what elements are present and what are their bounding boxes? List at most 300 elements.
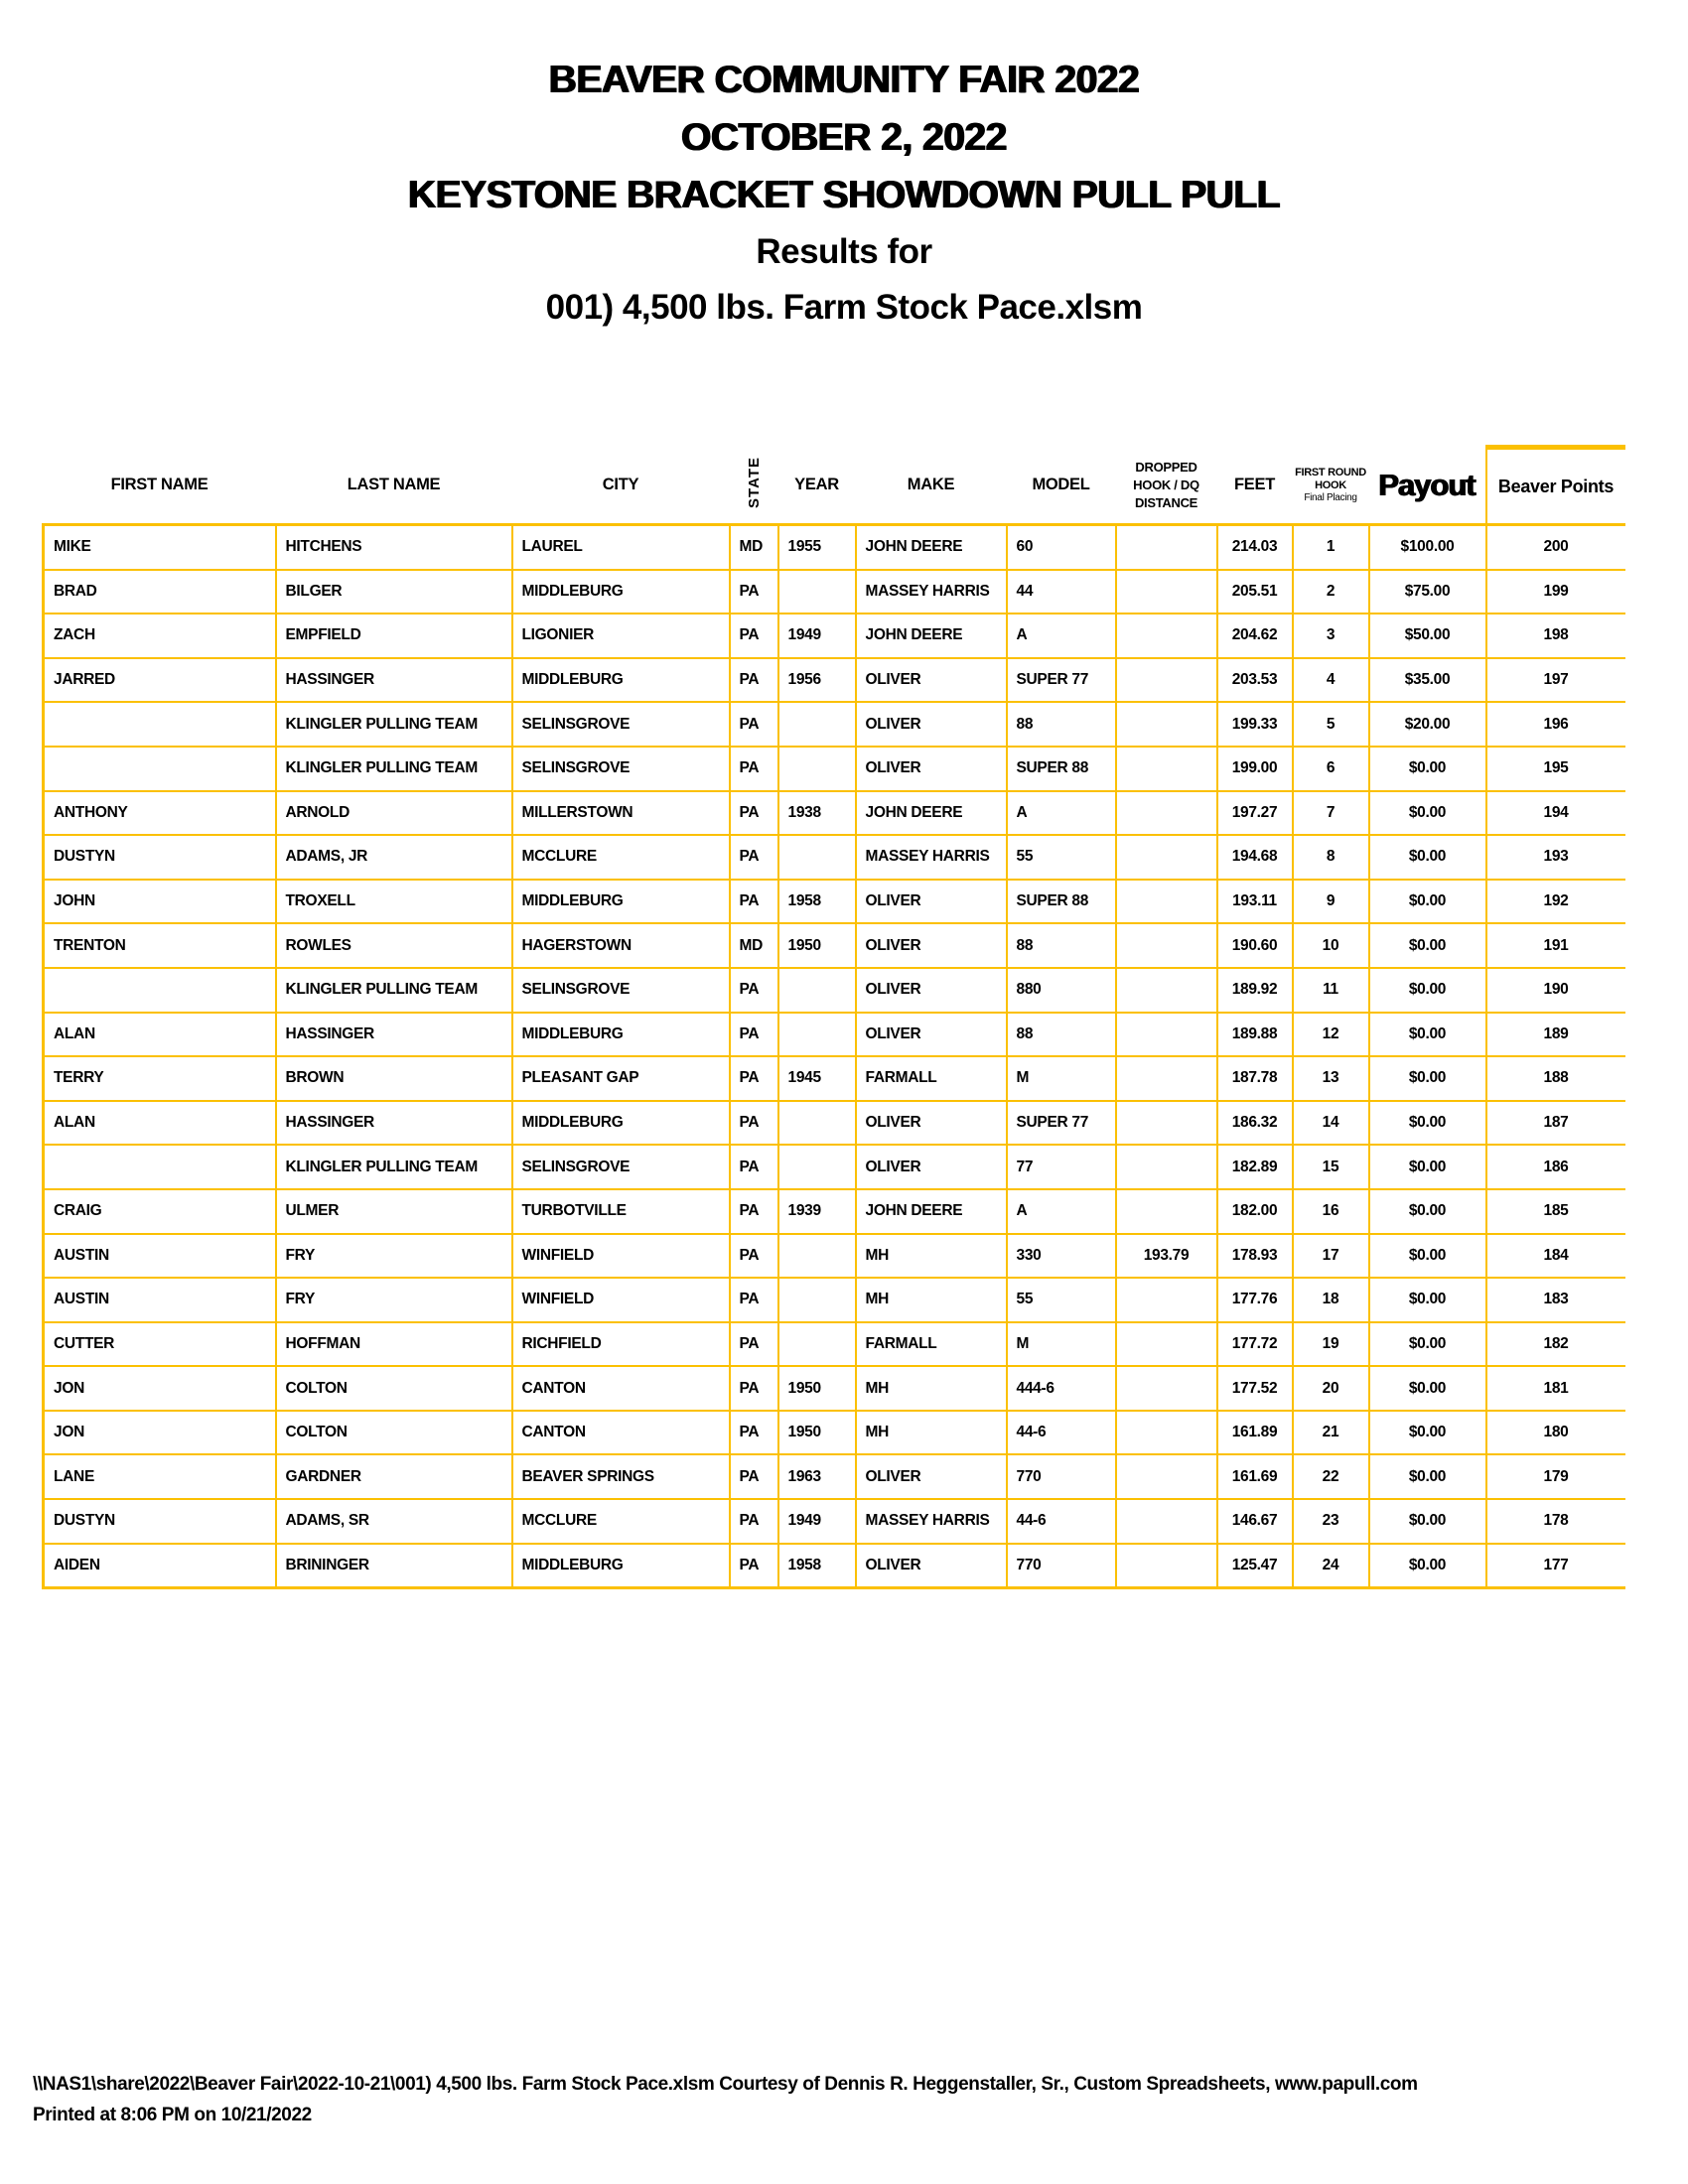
cell-feet: 189.92 (1217, 968, 1293, 1013)
table-row (44, 1499, 1625, 1544)
cell-points: 199 (1486, 570, 1625, 614)
col-header-payout: Payout (1378, 467, 1476, 502)
cell-model: M (1007, 1322, 1116, 1367)
cell-dropped (1116, 1278, 1217, 1322)
cell-model: SUPER 77 (1007, 658, 1116, 703)
table-row (44, 1145, 1625, 1189)
cell-city: RICHFIELD (512, 1322, 730, 1367)
table-row (44, 1013, 1625, 1057)
cell-first: CUTTER (44, 1322, 276, 1367)
cell-dropped (1116, 1145, 1217, 1189)
cell-place: 9 (1293, 880, 1369, 924)
cell-city: SELINSGROVE (512, 1145, 730, 1189)
table-row (44, 570, 1625, 614)
cell-year: 1963 (778, 1454, 856, 1499)
results-tbody (44, 525, 1625, 1588)
cell-dropped (1116, 658, 1217, 703)
cell-payout: $0.00 (1369, 1278, 1486, 1322)
cell-city: LIGONIER (512, 614, 730, 658)
cell-last: ADAMS, JR (276, 835, 512, 880)
footer-printed-at: Printed at 8:06 PM on 10/21/2022 (33, 2105, 312, 2125)
cell-first (44, 747, 276, 791)
cell-model: 88 (1007, 923, 1116, 968)
col-header-city: CITY (602, 476, 639, 494)
cell-state: PA (730, 791, 778, 836)
cell-city: MILLERSTOWN (512, 791, 730, 836)
table-row (44, 658, 1625, 703)
cell-dropped: 193.79 (1116, 1234, 1217, 1279)
cell-model: 770 (1007, 1544, 1116, 1588)
cell-payout: $0.00 (1369, 747, 1486, 791)
cell-payout: $0.00 (1369, 1013, 1486, 1057)
cell-make: JOHN DEERE (856, 525, 1007, 570)
cell-place: 20 (1293, 1366, 1369, 1411)
cell-feet: 190.60 (1217, 923, 1293, 968)
cell-place: 6 (1293, 747, 1369, 791)
cell-year (778, 1278, 856, 1322)
cell-points: 183 (1486, 1278, 1625, 1322)
cell-first: JARRED (44, 658, 276, 703)
cell-make: MH (856, 1411, 1007, 1455)
cell-last: KLINGLER PULLING TEAM (276, 968, 512, 1013)
cell-last: BRININGER (276, 1544, 512, 1588)
cell-last: GARDNER (276, 1454, 512, 1499)
cell-feet: 204.62 (1217, 614, 1293, 658)
cell-dropped (1116, 1056, 1217, 1101)
cell-city: PLEASANT GAP (512, 1056, 730, 1101)
event-title: BEAVER COMMUNITY FAIR 2022 (548, 59, 1140, 101)
cell-dropped (1116, 570, 1217, 614)
cell-payout: $75.00 (1369, 570, 1486, 614)
cell-dropped (1116, 1101, 1217, 1146)
cell-last: EMPFIELD (276, 614, 512, 658)
cell-model: 60 (1007, 525, 1116, 570)
cell-last: COLTON (276, 1411, 512, 1455)
round-line-3: Final Placing (1304, 491, 1357, 503)
state-vertical-label: STATE (745, 457, 763, 509)
table-row (44, 702, 1625, 747)
cell-state: PA (730, 1145, 778, 1189)
cell-place: 13 (1293, 1056, 1369, 1101)
cell-last: FRY (276, 1234, 512, 1279)
cell-place: 23 (1293, 1499, 1369, 1544)
col-header-beaver-points: Beaver Points (1486, 448, 1625, 525)
cell-make: MH (856, 1366, 1007, 1411)
cell-state: PA (730, 1278, 778, 1322)
cell-feet: 182.00 (1217, 1189, 1293, 1234)
cell-points: 197 (1486, 658, 1625, 703)
cell-dropped (1116, 702, 1217, 747)
cell-first: AUSTIN (44, 1234, 276, 1279)
cell-points: 177 (1486, 1544, 1625, 1588)
cell-model: 55 (1007, 835, 1116, 880)
cell-place: 5 (1293, 702, 1369, 747)
dropped-line-1: DROPPED (1135, 459, 1197, 475)
table-row (44, 835, 1625, 880)
cell-feet: 187.78 (1217, 1056, 1293, 1101)
cell-city: MIDDLEBURG (512, 658, 730, 703)
cell-city: CANTON (512, 1411, 730, 1455)
cell-dropped (1116, 1322, 1217, 1367)
cell-feet: 205.51 (1217, 570, 1293, 614)
cell-first: AIDEN (44, 1544, 276, 1588)
cell-model: 55 (1007, 1278, 1116, 1322)
cell-points: 181 (1486, 1366, 1625, 1411)
cell-model: 444-6 (1007, 1366, 1116, 1411)
cell-place: 10 (1293, 923, 1369, 968)
cell-year (778, 1013, 856, 1057)
cell-feet: 161.69 (1217, 1454, 1293, 1499)
cell-dropped (1116, 525, 1217, 570)
cell-place: 7 (1293, 791, 1369, 836)
cell-points: 180 (1486, 1411, 1625, 1455)
cell-last: ULMER (276, 1189, 512, 1234)
cell-points: 187 (1486, 1101, 1625, 1146)
cell-last: HASSINGER (276, 1101, 512, 1146)
cell-payout: $0.00 (1369, 880, 1486, 924)
cell-make: JOHN DEERE (856, 1189, 1007, 1234)
cell-first: JOHN (44, 880, 276, 924)
cell-make: OLIVER (856, 702, 1007, 747)
table-row (44, 614, 1625, 658)
cell-model: 44-6 (1007, 1499, 1116, 1544)
cell-points: 198 (1486, 614, 1625, 658)
cell-feet: 189.88 (1217, 1013, 1293, 1057)
cell-last: KLINGLER PULLING TEAM (276, 702, 512, 747)
table-row (44, 1189, 1625, 1234)
cell-state: PA (730, 1499, 778, 1544)
table-row (44, 791, 1625, 836)
cell-year: 1939 (778, 1189, 856, 1234)
cell-first: ALAN (44, 1013, 276, 1057)
cell-model: 330 (1007, 1234, 1116, 1279)
cell-payout: $35.00 (1369, 658, 1486, 703)
cell-dropped (1116, 1454, 1217, 1499)
cell-points: 182 (1486, 1322, 1625, 1367)
cell-last: HASSINGER (276, 1013, 512, 1057)
cell-year (778, 702, 856, 747)
cell-state: PA (730, 747, 778, 791)
cell-city: HAGERSTOWN (512, 923, 730, 968)
cell-model: A (1007, 1189, 1116, 1234)
cell-model: 44-6 (1007, 1411, 1116, 1455)
cell-dropped (1116, 747, 1217, 791)
cell-state: PA (730, 702, 778, 747)
cell-points: 178 (1486, 1499, 1625, 1544)
cell-city: MIDDLEBURG (512, 1544, 730, 1588)
table-header-row (44, 448, 1625, 525)
cell-dropped (1116, 1189, 1217, 1234)
cell-place: 2 (1293, 570, 1369, 614)
cell-last: HITCHENS (276, 525, 512, 570)
cell-city: SELINSGROVE (512, 747, 730, 791)
cell-model: SUPER 88 (1007, 880, 1116, 924)
table-row (44, 968, 1625, 1013)
cell-place: 22 (1293, 1454, 1369, 1499)
cell-place: 16 (1293, 1189, 1369, 1234)
dropped-line-2: HOOK / DQ (1133, 477, 1199, 492)
cell-feet: 161.89 (1217, 1411, 1293, 1455)
col-header-feet: FEET (1234, 476, 1275, 494)
cell-points: 196 (1486, 702, 1625, 747)
cell-points: 192 (1486, 880, 1625, 924)
cell-points: 194 (1486, 791, 1625, 836)
cell-feet: 182.89 (1217, 1145, 1293, 1189)
cell-state: PA (730, 880, 778, 924)
cell-first (44, 702, 276, 747)
cell-make: MASSEY HARRIS (856, 1499, 1007, 1544)
cell-points: 188 (1486, 1056, 1625, 1101)
round-line-1: FIRST ROUND (1295, 466, 1366, 478)
cell-points: 179 (1486, 1454, 1625, 1499)
cell-year: 1955 (778, 525, 856, 570)
cell-payout: $0.00 (1369, 1101, 1486, 1146)
cell-feet: 125.47 (1217, 1544, 1293, 1588)
dropped-line-3: DISTANCE (1134, 494, 1198, 510)
cell-points: 191 (1486, 923, 1625, 968)
cell-make: OLIVER (856, 880, 1007, 924)
cell-city: MCCLURE (512, 1499, 730, 1544)
cell-first: BRAD (44, 570, 276, 614)
cell-payout: $0.00 (1369, 1544, 1486, 1588)
cell-place: 12 (1293, 1013, 1369, 1057)
cell-place: 24 (1293, 1544, 1369, 1588)
cell-payout: $0.00 (1369, 923, 1486, 968)
cell-make: MASSEY HARRIS (856, 570, 1007, 614)
cell-first (44, 968, 276, 1013)
cell-city: LAUREL (512, 525, 730, 570)
cell-state: PA (730, 968, 778, 1013)
cell-points: 189 (1486, 1013, 1625, 1057)
cell-model: A (1007, 614, 1116, 658)
cell-city: SELINSGROVE (512, 702, 730, 747)
cell-first: LANE (44, 1454, 276, 1499)
cell-last: TROXELL (276, 880, 512, 924)
table-row (44, 1411, 1625, 1455)
cell-place: 8 (1293, 835, 1369, 880)
cell-feet: 178.93 (1217, 1234, 1293, 1279)
cell-city: SELINSGROVE (512, 968, 730, 1013)
col-header-make: MAKE (907, 476, 955, 494)
cell-payout: $0.00 (1369, 1499, 1486, 1544)
cell-feet: 194.68 (1217, 835, 1293, 880)
cell-make: OLIVER (856, 968, 1007, 1013)
cell-last: HASSINGER (276, 658, 512, 703)
table-row (44, 1454, 1625, 1499)
cell-year: 1956 (778, 658, 856, 703)
cell-city: MIDDLEBURG (512, 880, 730, 924)
cell-payout: $0.00 (1369, 1454, 1486, 1499)
cell-feet: 193.11 (1217, 880, 1293, 924)
cell-place: 14 (1293, 1101, 1369, 1146)
cell-last: ARNOLD (276, 791, 512, 836)
cell-last: BROWN (276, 1056, 512, 1101)
cell-model: 770 (1007, 1454, 1116, 1499)
cell-first: ZACH (44, 614, 276, 658)
cell-last: FRY (276, 1278, 512, 1322)
cell-model: A (1007, 791, 1116, 836)
cell-first: MIKE (44, 525, 276, 570)
results-for-label: Results for (756, 232, 932, 271)
cell-state: PA (730, 835, 778, 880)
cell-place: 17 (1293, 1234, 1369, 1279)
cell-make: JOHN DEERE (856, 614, 1007, 658)
cell-first: AUSTIN (44, 1278, 276, 1322)
cell-model: 88 (1007, 1013, 1116, 1057)
cell-feet: 177.72 (1217, 1322, 1293, 1367)
cell-payout: $0.00 (1369, 1189, 1486, 1234)
footer-file-path: \\NAS1\share\2022\Beaver Fair\2022-10-21\001) 4,500 lbs. Farm Stock Pace.xlsm Courtesy of Dennis R. Heggenstaller, Sr., Custom Spreadsheets, www.papull.com (33, 2074, 1418, 2095)
cell-city: TURBOTVILLE (512, 1189, 730, 1234)
cell-make: JOHN DEERE (856, 791, 1007, 836)
cell-payout: $0.00 (1369, 968, 1486, 1013)
cell-dropped (1116, 923, 1217, 968)
cell-payout: $0.00 (1369, 1411, 1486, 1455)
cell-payout: $0.00 (1369, 835, 1486, 880)
col-header-last-name: LAST NAME (347, 476, 441, 494)
event-subtitle: KEYSTONE BRACKET SHOWDOWN PULL PULL (407, 174, 1281, 216)
cell-year (778, 747, 856, 791)
cell-last: KLINGLER PULLING TEAM (276, 1145, 512, 1189)
cell-place: 15 (1293, 1145, 1369, 1189)
cell-place: 11 (1293, 968, 1369, 1013)
cell-year: 1958 (778, 880, 856, 924)
cell-feet: 203.53 (1217, 658, 1293, 703)
cell-dropped (1116, 1411, 1217, 1455)
cell-make: MH (856, 1278, 1007, 1322)
cell-state: PA (730, 1411, 778, 1455)
cell-payout: $0.00 (1369, 1366, 1486, 1411)
cell-points: 195 (1486, 747, 1625, 791)
cell-feet: 199.33 (1217, 702, 1293, 747)
round-line-2: HOOK (1315, 478, 1346, 491)
cell-payout: $100.00 (1369, 525, 1486, 570)
event-date: OCTOBER 2, 2022 (681, 116, 1007, 159)
cell-dropped (1116, 835, 1217, 880)
cell-place: 4 (1293, 658, 1369, 703)
results-table (42, 445, 1625, 1589)
cell-place: 1 (1293, 525, 1369, 570)
cell-payout: $50.00 (1369, 614, 1486, 658)
table-row (44, 525, 1625, 570)
cell-dropped (1116, 1013, 1217, 1057)
col-header-year: YEAR (794, 476, 839, 494)
cell-last: ROWLES (276, 923, 512, 968)
cell-year (778, 1101, 856, 1146)
cell-feet: 146.67 (1217, 1499, 1293, 1544)
cell-city: WINFIELD (512, 1234, 730, 1279)
cell-city: MIDDLEBURG (512, 570, 730, 614)
cell-year: 1949 (778, 1499, 856, 1544)
cell-payout: $20.00 (1369, 702, 1486, 747)
col-header-state (730, 448, 778, 525)
cell-make: FARMALL (856, 1322, 1007, 1367)
cell-feet: 177.52 (1217, 1366, 1293, 1411)
cell-state: PA (730, 570, 778, 614)
cell-state: PA (730, 1101, 778, 1146)
cell-payout: $0.00 (1369, 1322, 1486, 1367)
cell-model: 44 (1007, 570, 1116, 614)
cell-points: 200 (1486, 525, 1625, 570)
cell-first: ANTHONY (44, 791, 276, 836)
cell-payout: $0.00 (1369, 791, 1486, 836)
results-table-wrap (42, 445, 1625, 1589)
cell-first (44, 1145, 276, 1189)
cell-state: PA (730, 1056, 778, 1101)
cell-state: PA (730, 1322, 778, 1367)
cell-feet: 186.32 (1217, 1101, 1293, 1146)
title-block (0, 52, 1688, 336)
cell-state: MD (730, 923, 778, 968)
cell-first: TERRY (44, 1056, 276, 1101)
table-row (44, 923, 1625, 968)
cell-make: OLIVER (856, 1454, 1007, 1499)
cell-year: 1949 (778, 614, 856, 658)
cell-model: 88 (1007, 702, 1116, 747)
cell-year (778, 968, 856, 1013)
cell-dropped (1116, 1366, 1217, 1411)
table-row (44, 1544, 1625, 1588)
cell-last: COLTON (276, 1366, 512, 1411)
cell-state: PA (730, 614, 778, 658)
cell-place: 21 (1293, 1411, 1369, 1455)
cell-first: JON (44, 1366, 276, 1411)
cell-place: 19 (1293, 1322, 1369, 1367)
cell-year: 1938 (778, 791, 856, 836)
table-row (44, 1278, 1625, 1322)
cell-payout: $0.00 (1369, 1234, 1486, 1279)
cell-last: HOFFMAN (276, 1322, 512, 1367)
cell-last: ADAMS, SR (276, 1499, 512, 1544)
cell-make: MASSEY HARRIS (856, 835, 1007, 880)
cell-year: 1958 (778, 1544, 856, 1588)
cell-dropped (1116, 968, 1217, 1013)
table-row (44, 880, 1625, 924)
cell-year (778, 1322, 856, 1367)
cell-first: JON (44, 1411, 276, 1455)
cell-make: OLIVER (856, 1544, 1007, 1588)
cell-year (778, 570, 856, 614)
cell-city: WINFIELD (512, 1278, 730, 1322)
cell-model: 77 (1007, 1145, 1116, 1189)
cell-payout: $0.00 (1369, 1145, 1486, 1189)
cell-city: MIDDLEBURG (512, 1101, 730, 1146)
cell-state: PA (730, 1454, 778, 1499)
cell-model: 880 (1007, 968, 1116, 1013)
cell-place: 3 (1293, 614, 1369, 658)
cell-state: PA (730, 658, 778, 703)
col-header-model: MODEL (1032, 476, 1090, 494)
cell-dropped (1116, 614, 1217, 658)
cell-place: 18 (1293, 1278, 1369, 1322)
cell-make: FARMALL (856, 1056, 1007, 1101)
cell-year (778, 1145, 856, 1189)
cell-state: MD (730, 525, 778, 570)
cell-first: CRAIG (44, 1189, 276, 1234)
cell-state: PA (730, 1366, 778, 1411)
cell-make: OLIVER (856, 1013, 1007, 1057)
cell-model: M (1007, 1056, 1116, 1101)
col-header-first-name: FIRST NAME (110, 476, 209, 494)
cell-feet: 197.27 (1217, 791, 1293, 836)
cell-dropped (1116, 880, 1217, 924)
cell-make: MH (856, 1234, 1007, 1279)
cell-city: MIDDLEBURG (512, 1013, 730, 1057)
cell-feet: 214.03 (1217, 525, 1293, 570)
class-file-name: 001) 4,500 lbs. Farm Stock Pace.xlsm (545, 288, 1143, 327)
cell-last: BILGER (276, 570, 512, 614)
cell-first: TRENTON (44, 923, 276, 968)
